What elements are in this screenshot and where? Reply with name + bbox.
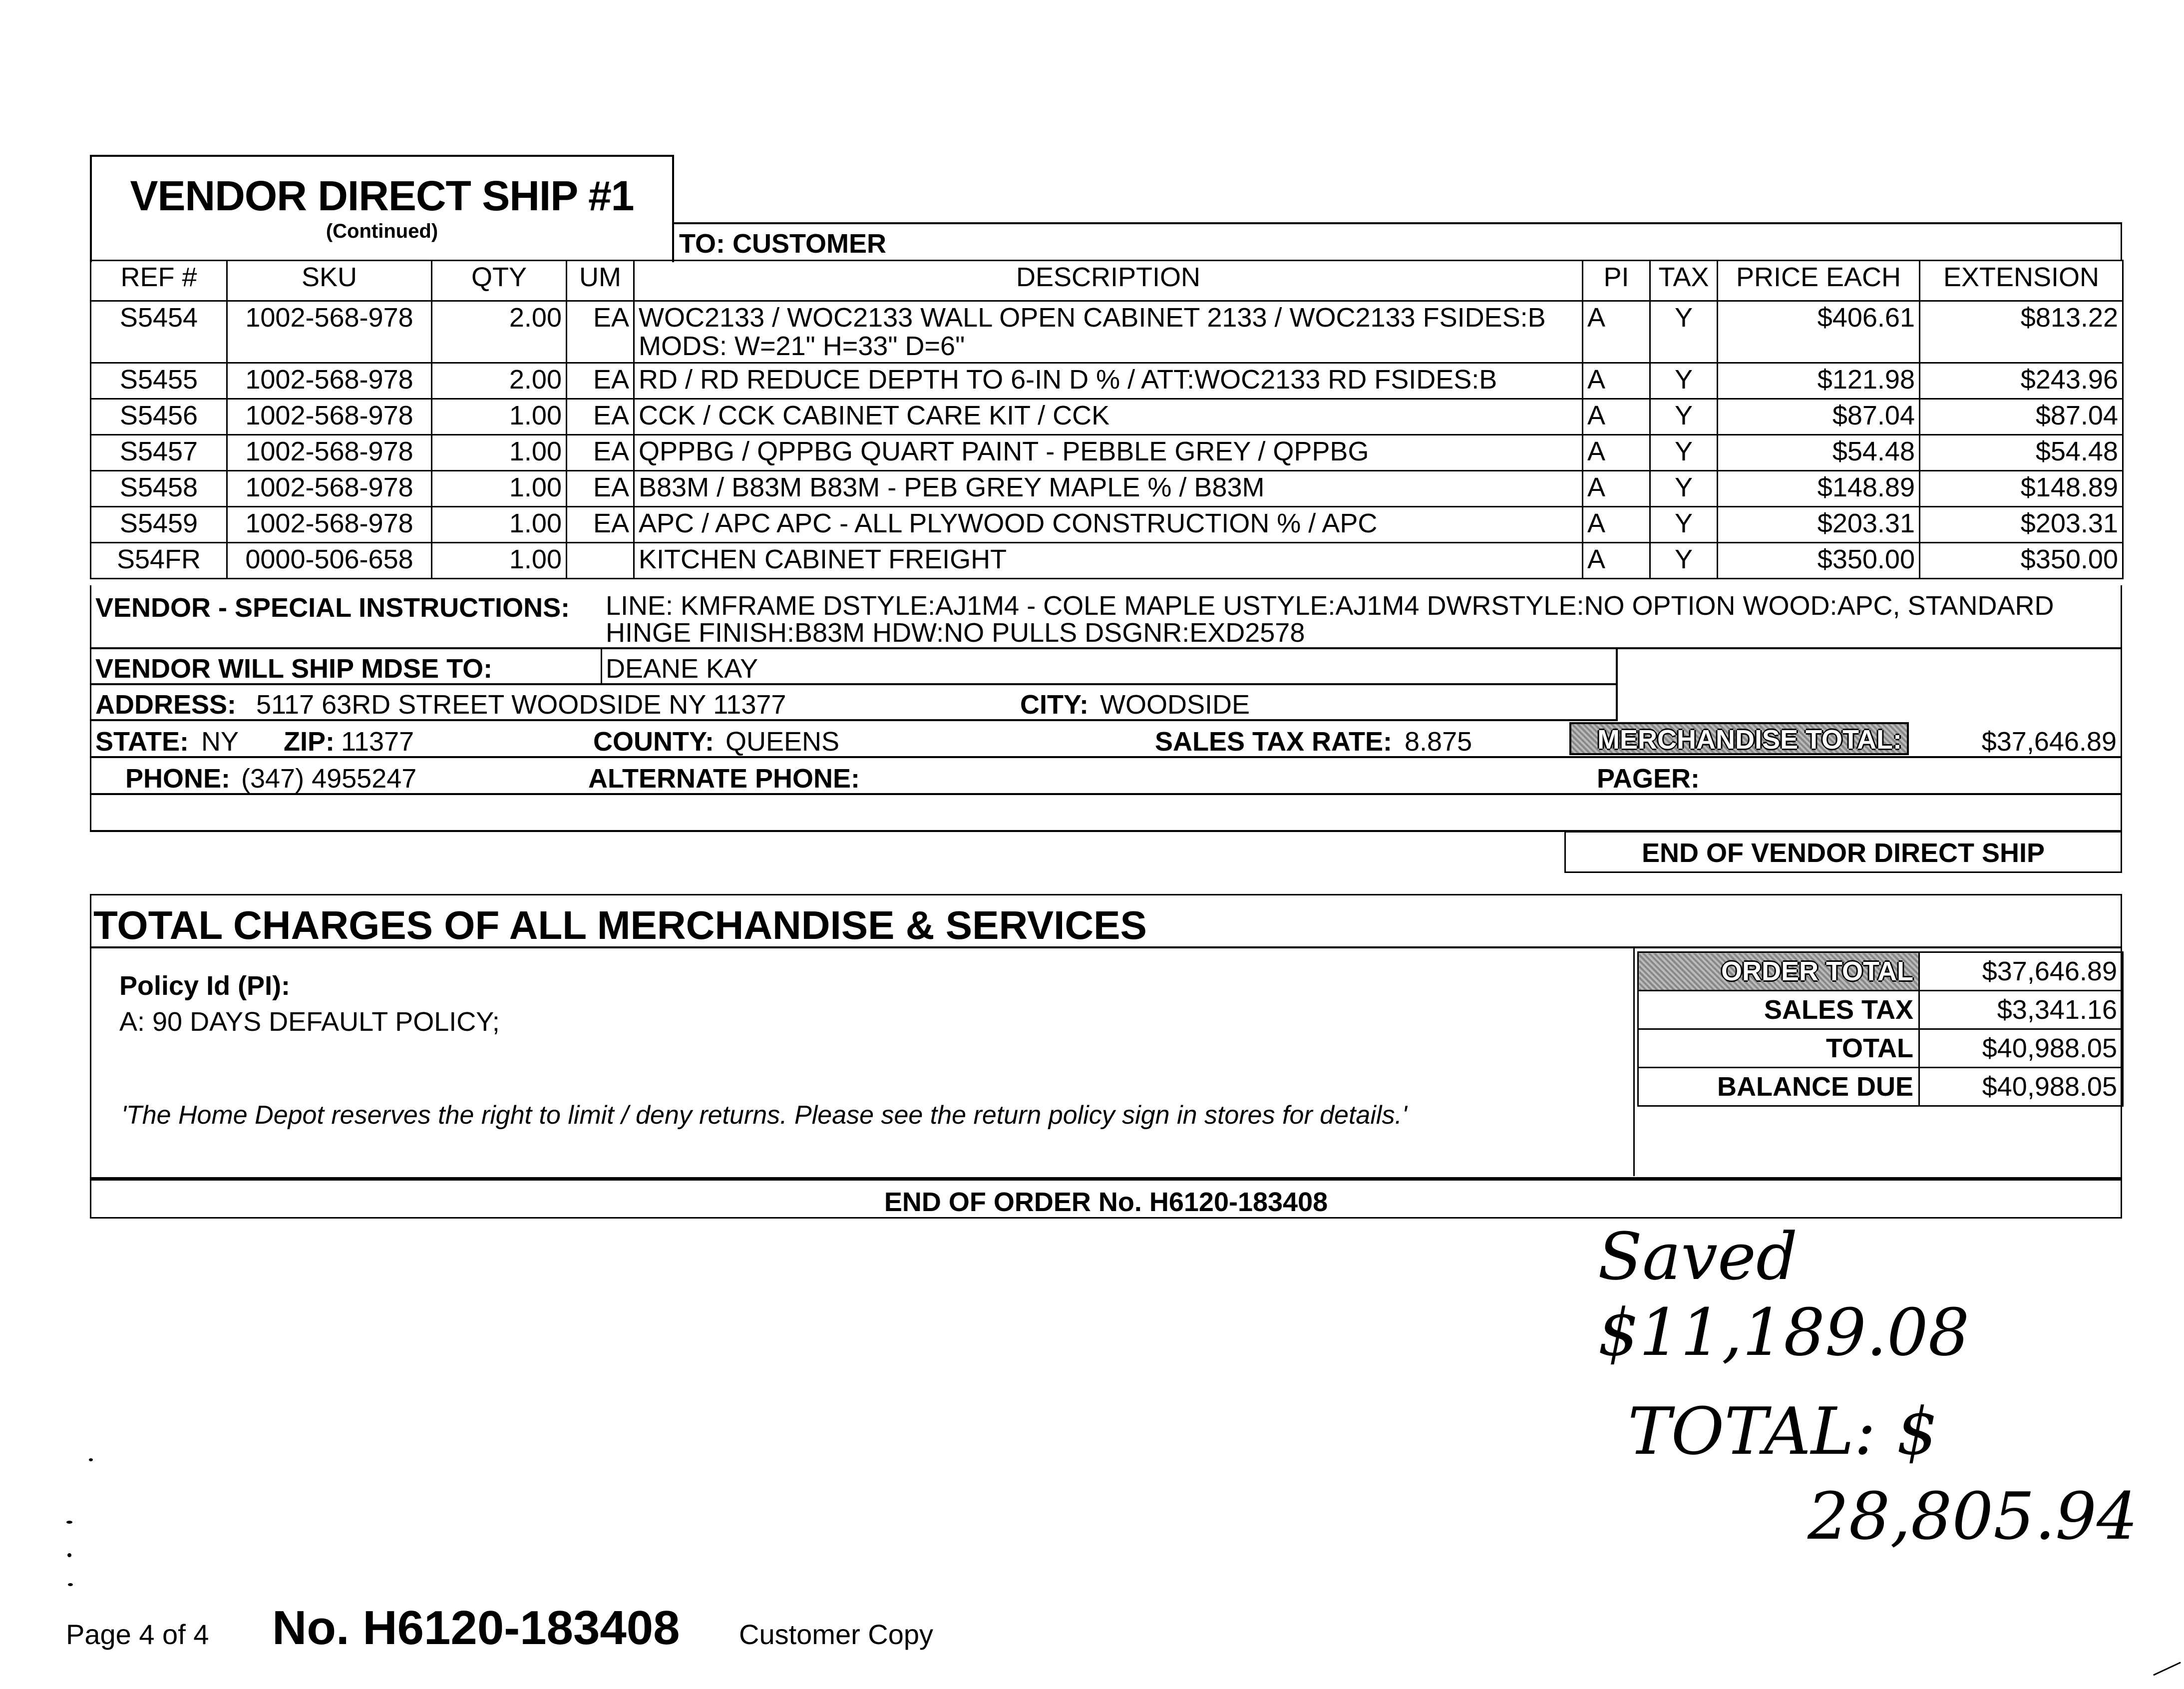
extension-cell: $243.96 bbox=[1920, 363, 2123, 399]
col-tax: TAX bbox=[1650, 261, 1718, 301]
state-row bbox=[90, 721, 2122, 758]
special-instructions-row bbox=[90, 585, 2122, 649]
ref-cell: S5459 bbox=[91, 507, 227, 543]
table-row bbox=[91, 301, 2123, 363]
pager-label: PAGER: bbox=[1597, 764, 1700, 794]
phone-row bbox=[90, 758, 2122, 795]
description-cell: B83M / B83M B83M - PEB GREY MAPLE % / B83M bbox=[634, 471, 1583, 507]
county-label: COUNTY: bbox=[593, 727, 714, 757]
sku-cell: 1002-568-978 bbox=[227, 399, 432, 435]
ref-cell: S5455 bbox=[91, 363, 227, 399]
state-value: NY bbox=[201, 727, 239, 757]
description-cell bbox=[634, 301, 1583, 363]
scan-mark bbox=[2153, 1662, 2181, 1676]
ship-to-label: VENDOR WILL SHIP MDSE TO: bbox=[95, 654, 493, 684]
description-line: WOC2133 / WOC2133 WALL OPEN CABINET 2133 / WOC2133 FSIDES:B bbox=[639, 303, 1546, 333]
price-cell: $148.89 bbox=[1718, 471, 1920, 507]
blank-row bbox=[90, 795, 2122, 832]
zip-value: 11377 bbox=[341, 727, 414, 757]
vendor-ship-header bbox=[90, 155, 674, 262]
table-row bbox=[91, 363, 2123, 399]
qty-cell: 1.00 bbox=[432, 471, 567, 507]
to-customer-label: TO: CUSTOMER bbox=[672, 222, 2122, 261]
qty-cell: 1.00 bbox=[432, 399, 567, 435]
merchandise-total-value: $37,646.89 bbox=[1981, 727, 2117, 757]
phone-value: (347) 4955247 bbox=[241, 764, 417, 794]
balance-due-value: $40,988.05 bbox=[1919, 1068, 2123, 1106]
summary-row-balance-due bbox=[1638, 1068, 2123, 1106]
order-total-label: ORDER TOTAL bbox=[1638, 952, 1919, 991]
col-sku: SKU bbox=[227, 261, 432, 301]
special-line-1: LINE: KMFRAME DSTYLE:AJ1M4 - COLE MAPLE USTYLE:AJ1M4 DWRSTYLE:NO OPTION WOOD:APC, STANDARD bbox=[606, 591, 2054, 621]
total-charges-title: TOTAL CHARGES OF ALL MERCHANDISE & SERVICES bbox=[93, 903, 1147, 947]
price-cell: $54.48 bbox=[1718, 435, 1920, 471]
special-line-2: HINGE FINISH:B83M HDW:NO PULLS DSGNR:EXD2578 bbox=[606, 618, 1305, 648]
sku-cell: 1002-568-978 bbox=[227, 301, 432, 363]
um-cell: EA bbox=[567, 435, 634, 471]
special-instructions-text bbox=[606, 592, 2054, 646]
ref-cell: S5457 bbox=[91, 435, 227, 471]
col-description: DESCRIPTION bbox=[634, 261, 1583, 301]
divider bbox=[601, 649, 602, 683]
ref-cell: S5458 bbox=[91, 471, 227, 507]
col-price-each: PRICE EACH bbox=[1718, 261, 1920, 301]
extension-cell: $148.89 bbox=[1920, 471, 2123, 507]
pi-cell: A bbox=[1583, 471, 1650, 507]
table-header-row bbox=[91, 261, 2123, 301]
tax-cell: Y bbox=[1650, 363, 1718, 399]
table-row bbox=[91, 543, 2123, 579]
scan-speck bbox=[67, 1553, 71, 1557]
tax-rate-label: SALES TAX RATE: bbox=[1155, 727, 1393, 757]
qty-cell: 1.00 bbox=[432, 507, 567, 543]
phone-label: PHONE: bbox=[125, 764, 231, 794]
end-of-order-row: END OF ORDER No. H6120-183408 bbox=[90, 1179, 2122, 1219]
tax-cell: Y bbox=[1650, 399, 1718, 435]
county-value: QUEENS bbox=[726, 727, 840, 757]
total-label: TOTAL bbox=[1638, 1029, 1919, 1068]
tax-cell: Y bbox=[1650, 471, 1718, 507]
sales-tax-value: $3,341.16 bbox=[1919, 991, 2123, 1029]
pi-cell: A bbox=[1583, 435, 1650, 471]
pi-cell: A bbox=[1583, 507, 1650, 543]
line-items-table bbox=[90, 260, 2124, 579]
return-disclaimer: 'The Home Depot reserves the right to limit / deny returns. Please see the return policy sign in stores for details.' bbox=[121, 1101, 1407, 1130]
sku-cell: 1002-568-978 bbox=[227, 435, 432, 471]
um-cell bbox=[567, 543, 634, 579]
divider bbox=[1633, 946, 1635, 1176]
table-row bbox=[91, 399, 2123, 435]
description-cell: KITCHEN CABINET FREIGHT bbox=[634, 543, 1583, 579]
price-cell: $87.04 bbox=[1718, 399, 1920, 435]
price-cell: $203.31 bbox=[1718, 507, 1920, 543]
summary-row-sales-tax bbox=[1638, 991, 2123, 1029]
handwritten-total-label: TOTAL: $ bbox=[1628, 1393, 1938, 1469]
extension-cell: $203.31 bbox=[1920, 507, 2123, 543]
document-subtitle: (Continued) bbox=[326, 220, 438, 242]
sku-cell: 1002-568-978 bbox=[227, 507, 432, 543]
blank-right-box bbox=[1616, 649, 2122, 721]
city-label: CITY: bbox=[1020, 690, 1089, 720]
scan-speck bbox=[66, 1521, 72, 1524]
city-value: WOODSIDE bbox=[1100, 690, 1250, 720]
qty-cell: 2.00 bbox=[432, 363, 567, 399]
um-cell: EA bbox=[567, 399, 634, 435]
order-summary-table bbox=[1637, 951, 2124, 1107]
handwritten-saved-note: Saved $11,189.08 bbox=[1598, 1219, 1970, 1370]
pi-cell: A bbox=[1583, 301, 1650, 363]
pi-cell: A bbox=[1583, 363, 1650, 399]
ship-to-row bbox=[90, 649, 1618, 685]
document-title: VENDOR DIRECT SHIP #1 bbox=[130, 172, 634, 219]
end-vendor-ship-box: END OF VENDOR DIRECT SHIP bbox=[1564, 831, 2122, 873]
pi-cell: A bbox=[1583, 399, 1650, 435]
order-total-value: $37,646.89 bbox=[1919, 952, 2123, 991]
price-cell: $121.98 bbox=[1718, 363, 1920, 399]
ref-cell: S54FR bbox=[91, 543, 227, 579]
balance-due-label: BALANCE DUE bbox=[1638, 1068, 1919, 1106]
col-qty: QTY bbox=[432, 261, 567, 301]
ship-to-name: DEANE KAY bbox=[606, 654, 758, 684]
qty-cell: 1.00 bbox=[432, 543, 567, 579]
extension-cell: $350.00 bbox=[1920, 543, 2123, 579]
description-cell: RD / RD REDUCE DEPTH TO 6-IN D % / ATT:WOC2133 RD FSIDES:B bbox=[634, 363, 1583, 399]
ref-cell: S5456 bbox=[91, 399, 227, 435]
description-line-2: MODS: W=21" H=33" D=6" bbox=[639, 331, 965, 361]
extension-cell: $87.04 bbox=[1920, 399, 2123, 435]
sku-cell: 0000-506-658 bbox=[227, 543, 432, 579]
um-cell: EA bbox=[567, 363, 634, 399]
zip-label: ZIP: bbox=[284, 727, 335, 757]
price-cell: $406.61 bbox=[1718, 301, 1920, 363]
col-um: UM bbox=[567, 261, 634, 301]
state-label: STATE: bbox=[95, 727, 189, 757]
extension-cell: $813.22 bbox=[1920, 301, 2123, 363]
um-cell: EA bbox=[567, 301, 634, 363]
qty-cell: 2.00 bbox=[432, 301, 567, 363]
scan-speck bbox=[89, 1458, 93, 1461]
col-pi: PI bbox=[1583, 261, 1650, 301]
total-value: $40,988.05 bbox=[1919, 1029, 2123, 1068]
address-value: 5117 63RD STREET WOODSIDE NY 11377 bbox=[256, 690, 786, 720]
tax-cell: Y bbox=[1650, 507, 1718, 543]
description-cell: CCK / CCK CABINET CARE KIT / CCK bbox=[634, 399, 1583, 435]
alt-phone-label: ALTERNATE PHONE: bbox=[588, 764, 860, 794]
description-cell: QPPBG / QPPBG QUART PAINT - PEBBLE GREY / QPPBG bbox=[634, 435, 1583, 471]
policy-label: Policy Id (PI): bbox=[119, 971, 291, 1001]
table-row bbox=[91, 435, 2123, 471]
tax-cell: Y bbox=[1650, 301, 1718, 363]
policy-value: A: 90 DAYS DEFAULT POLICY; bbox=[119, 1007, 500, 1037]
footer-order-number: No. H6120-183408 bbox=[272, 1601, 680, 1655]
um-cell: EA bbox=[567, 507, 634, 543]
address-label: ADDRESS: bbox=[95, 690, 237, 720]
table-row bbox=[91, 471, 2123, 507]
copy-type: Customer Copy bbox=[739, 1619, 934, 1650]
merchandise-total-label: MERCHANDISE TOTAL: bbox=[1569, 722, 1909, 755]
col-ref: REF # bbox=[91, 261, 227, 301]
sales-tax-label: SALES TAX bbox=[1638, 991, 1919, 1029]
table-row bbox=[91, 507, 2123, 543]
summary-row-order-total bbox=[1638, 952, 2123, 991]
pi-cell: A bbox=[1583, 543, 1650, 579]
um-cell: EA bbox=[567, 471, 634, 507]
qty-cell: 1.00 bbox=[432, 435, 567, 471]
handwritten-total-value: 28,805.94 bbox=[1808, 1478, 2138, 1554]
extension-cell: $54.48 bbox=[1920, 435, 2123, 471]
tax-cell: Y bbox=[1650, 543, 1718, 579]
summary-row-total bbox=[1638, 1029, 2123, 1068]
sku-cell: 1002-568-978 bbox=[227, 471, 432, 507]
description-cell: APC / APC APC - ALL PLYWOOD CONSTRUCTION % / APC bbox=[634, 507, 1583, 543]
tax-rate-value: 8.875 bbox=[1405, 727, 1472, 757]
sku-cell: 1002-568-978 bbox=[227, 363, 432, 399]
ref-cell: S5454 bbox=[91, 301, 227, 363]
tax-cell: Y bbox=[1650, 435, 1718, 471]
divider bbox=[91, 946, 2121, 948]
address-row bbox=[90, 685, 1618, 721]
page-number: Page 4 of 4 bbox=[66, 1619, 209, 1650]
price-cell: $350.00 bbox=[1718, 543, 1920, 579]
col-extension: EXTENSION bbox=[1920, 261, 2123, 301]
special-instructions-label: VENDOR - SPECIAL INSTRUCTIONS: bbox=[95, 593, 570, 623]
scan-speck bbox=[68, 1583, 73, 1586]
total-charges-section bbox=[90, 894, 2122, 1179]
